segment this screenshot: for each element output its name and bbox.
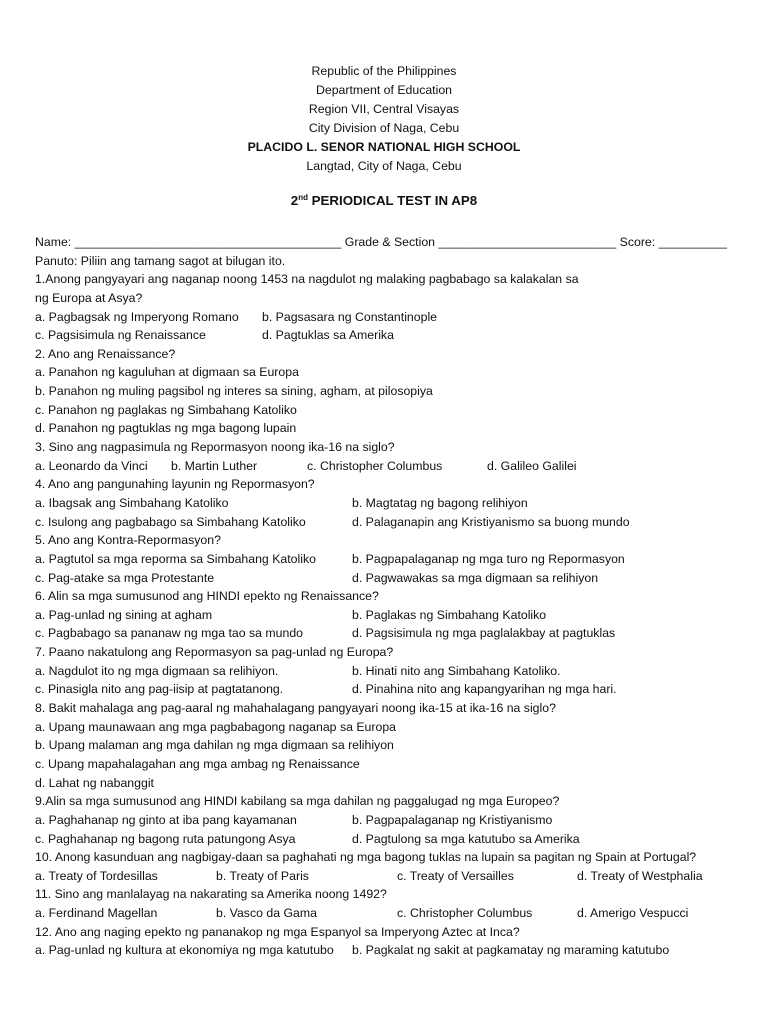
question-12: 12. Ano ang naging epekto ng pananakop ng mga Espanyol sa Imperyong Aztec at Inca?: [35, 924, 520, 939]
question-9-options-cd: [35, 830, 735, 849]
question-6-options-ab: [35, 606, 735, 625]
question-8: 8. Bakit mahalaga ang pag-aaral ng mahahalagang pangyayari noong ika-15 at ika-16 na siglo?: [35, 701, 556, 716]
q5-option-b: b. Pagpapalaganap ng mga turo ng Repormasyon: [352, 551, 625, 566]
question-7-options-cd: [35, 680, 735, 699]
q11-option-c: c. Christopher Columbus: [397, 906, 533, 921]
question-6: 6. Alin sa mga sumusunod ang HINDI epekto ng Renaissance?: [35, 589, 379, 604]
q10-option-c: c. Treaty of Versailles: [397, 868, 514, 883]
question-9-options-ab: [35, 811, 735, 830]
q4-option-c: c. Isulong ang pagbabago sa Simbahang Katoliko: [35, 514, 306, 529]
q9-option-a: a. Paghahanap ng ginto at iba pang kayamanan: [35, 812, 297, 827]
school-header: [0, 62, 768, 176]
question-5-options-ab: [35, 550, 735, 569]
question-12-options-ab: [35, 941, 735, 960]
q10-option-a: a. Treaty of Tordesillas: [35, 868, 158, 883]
q12-option-a: a. Pag-unlad ng kultura at ekonomiya ng mga katutubo: [35, 943, 334, 958]
name-grade-score-line: Name: _______________________________________ Grade & Section __________________________ Score: __________: [35, 235, 727, 249]
q5-option-a: a. Pagtutol sa mga reporma sa Simbahang Katoliko: [35, 551, 316, 566]
q2-option-d: d. Panahon ng pagtuklas ng mga bagong lupain: [35, 421, 297, 436]
header-division: City Division of Naga, Cebu: [308, 121, 460, 135]
q9-option-d: d. Pagtulong sa mga katutubo sa Amerika: [352, 831, 580, 846]
q1-option-d: d. Pagtuklas sa Amerika: [262, 328, 394, 343]
question-5: 5. Ano ang Kontra-Repormasyon?: [35, 533, 221, 548]
title-superscript: nd: [298, 193, 308, 202]
q2-option-a: a. Panahon ng kaguluhan at digmaan sa Europa: [35, 365, 299, 380]
q10-option-d: d. Treaty of Westphalia: [577, 868, 703, 883]
q1-option-a: a. Pagbagsak ng Imperyong Romano: [35, 309, 239, 324]
question-1-options-ab: [35, 308, 735, 327]
question-4-options-cd: [35, 513, 735, 532]
header-department: Department of Education: [315, 83, 453, 97]
question-2: 2. Ano ang Renaissance?: [35, 346, 176, 361]
school-name: PLACIDO L. SENOR NATIONAL HIGH SCHOOL: [247, 140, 521, 154]
q5-option-c: c. Pag-atake sa mga Protestante: [35, 570, 215, 585]
question-4: 4. Ano ang pangunahing layunin ng Repormasyon?: [35, 477, 315, 492]
q3-option-b: b. Martin Luther: [171, 458, 258, 473]
title-text: PERIODICAL TEST IN AP8: [307, 193, 478, 208]
question-7-options-ab: [35, 662, 735, 681]
header-region: Region VII, Central Visayas: [308, 102, 460, 116]
question-10-options: [35, 867, 735, 886]
q11-option-d: d. Amerigo Vespucci: [577, 906, 689, 921]
q6-option-b: b. Paglakas ng Simbahang Katoliko: [352, 607, 547, 622]
question-1-options-cd: [35, 326, 735, 345]
question-3-options: [35, 457, 735, 476]
test-body: [35, 233, 735, 960]
q3-option-c: c. Christopher Columbus: [307, 458, 443, 473]
q2-option-c: c. Panahon ng paglakas ng Simbahang Katoliko: [35, 402, 297, 417]
q8-option-d: d. Lahat ng nabanggit: [35, 775, 154, 790]
q3-option-d: d. Galileo Galilei: [487, 458, 577, 473]
question-1-line-1: 1.Anong pangyayari ang naganap noong 1453 na nagdulot ng malaking pagbabago sa kalakalan sa: [35, 272, 579, 287]
q8-option-c: c. Upang mapahalagahan ang mga ambag ng Renaissance: [35, 756, 360, 771]
question-11-options: [35, 904, 735, 923]
q9-option-b: b. Pagpapalaganap ng Kristiyanismo: [352, 812, 553, 827]
q11-option-a: a. Ferdinand Magellan: [35, 906, 158, 921]
q3-option-a: a. Leonardo da Vinci: [35, 458, 148, 473]
q1-option-c: c. Pagsisimula ng Renaissance: [35, 328, 206, 343]
q7-option-a: a. Nagdulot ito ng mga digmaan sa relihiyon.: [35, 663, 279, 678]
q7-option-b: b. Hinati nito ang Simbahang Katoliko.: [352, 663, 561, 678]
q4-option-b: b. Magtatag ng bagong relihiyon: [352, 495, 528, 510]
q5-option-d: d. Pagwawakas sa mga digmaan sa relihiyon: [352, 570, 599, 585]
q7-option-c: c. Pinasigla nito ang pag-iisip at pagtatanong.: [35, 682, 284, 697]
school-address: Langtad, City of Naga, Cebu: [306, 159, 462, 173]
question-4-options-ab: [35, 494, 735, 513]
q8-option-b: b. Upang malaman ang mga dahilan ng mga digmaan sa relihiyon: [35, 738, 394, 753]
q11-option-b: b. Vasco da Gama: [216, 906, 317, 921]
question-5-options-cd: [35, 569, 735, 588]
question-1-line-2: ng Europa at Asya?: [35, 290, 143, 305]
q6-option-a: a. Pag-unlad ng sining at agham: [35, 607, 213, 622]
header-republic: Republic of the Philippines: [311, 64, 457, 78]
q9-option-c: c. Paghahanap ng bagong ruta patungong Asya: [35, 831, 296, 846]
q12-option-b: b. Pagkalat ng sakit at pagkamatay ng maraming katutubo: [352, 943, 670, 958]
q6-option-d: d. Pagsisimula ng mga paglalakbay at pagtuklas: [352, 626, 616, 641]
q2-option-b: b. Panahon ng muling pagsibol ng interes sa sining, agham, at pilosopiya: [35, 384, 433, 399]
question-10: 10. Anong kasunduan ang nagbigay-daan sa paghahati ng mga bagong tuklas na lupain sa pagitan ng Spain at Portugal?: [35, 850, 697, 865]
instructions: Panuto: Piliin ang tamang sagot at bilugan ito.: [35, 253, 286, 268]
q6-option-c: c. Pagbabago sa pananaw ng mga tao sa mundo: [35, 626, 303, 641]
question-7: 7. Paano nakatulong ang Repormasyon sa pag-unlad ng Europa?: [35, 645, 394, 660]
q4-option-a: a. Ibagsak ang Simbahang Katoliko: [35, 495, 229, 510]
question-9: 9.Alin sa mga sumusunod ang HINDI kabilang sa mga dahilan ng paggalugad ng mga Europeo?: [35, 794, 560, 809]
q1-option-b: b. Pagsasara ng Constantinople: [262, 309, 438, 324]
q7-option-d: d. Pinahina nito ang kapangyarihan ng mga hari.: [352, 682, 617, 697]
question-11: 11. Sino ang manlalayag na nakarating sa Amerika noong 1492?: [35, 887, 387, 902]
q8-option-a: a. Upang maunawaan ang mga pagbabagong naganap sa Europa: [35, 719, 396, 734]
q4-option-d: d. Palaganapin ang Kristiyanismo sa buong mundo: [352, 514, 630, 529]
question-3: 3. Sino ang nagpasimula ng Repormasyon noong ika-16 na siglo?: [35, 440, 395, 455]
test-title: [0, 193, 768, 208]
title-number: 2: [290, 193, 299, 208]
q10-option-b: b. Treaty of Paris: [216, 868, 309, 883]
question-6-options-cd: [35, 624, 735, 643]
